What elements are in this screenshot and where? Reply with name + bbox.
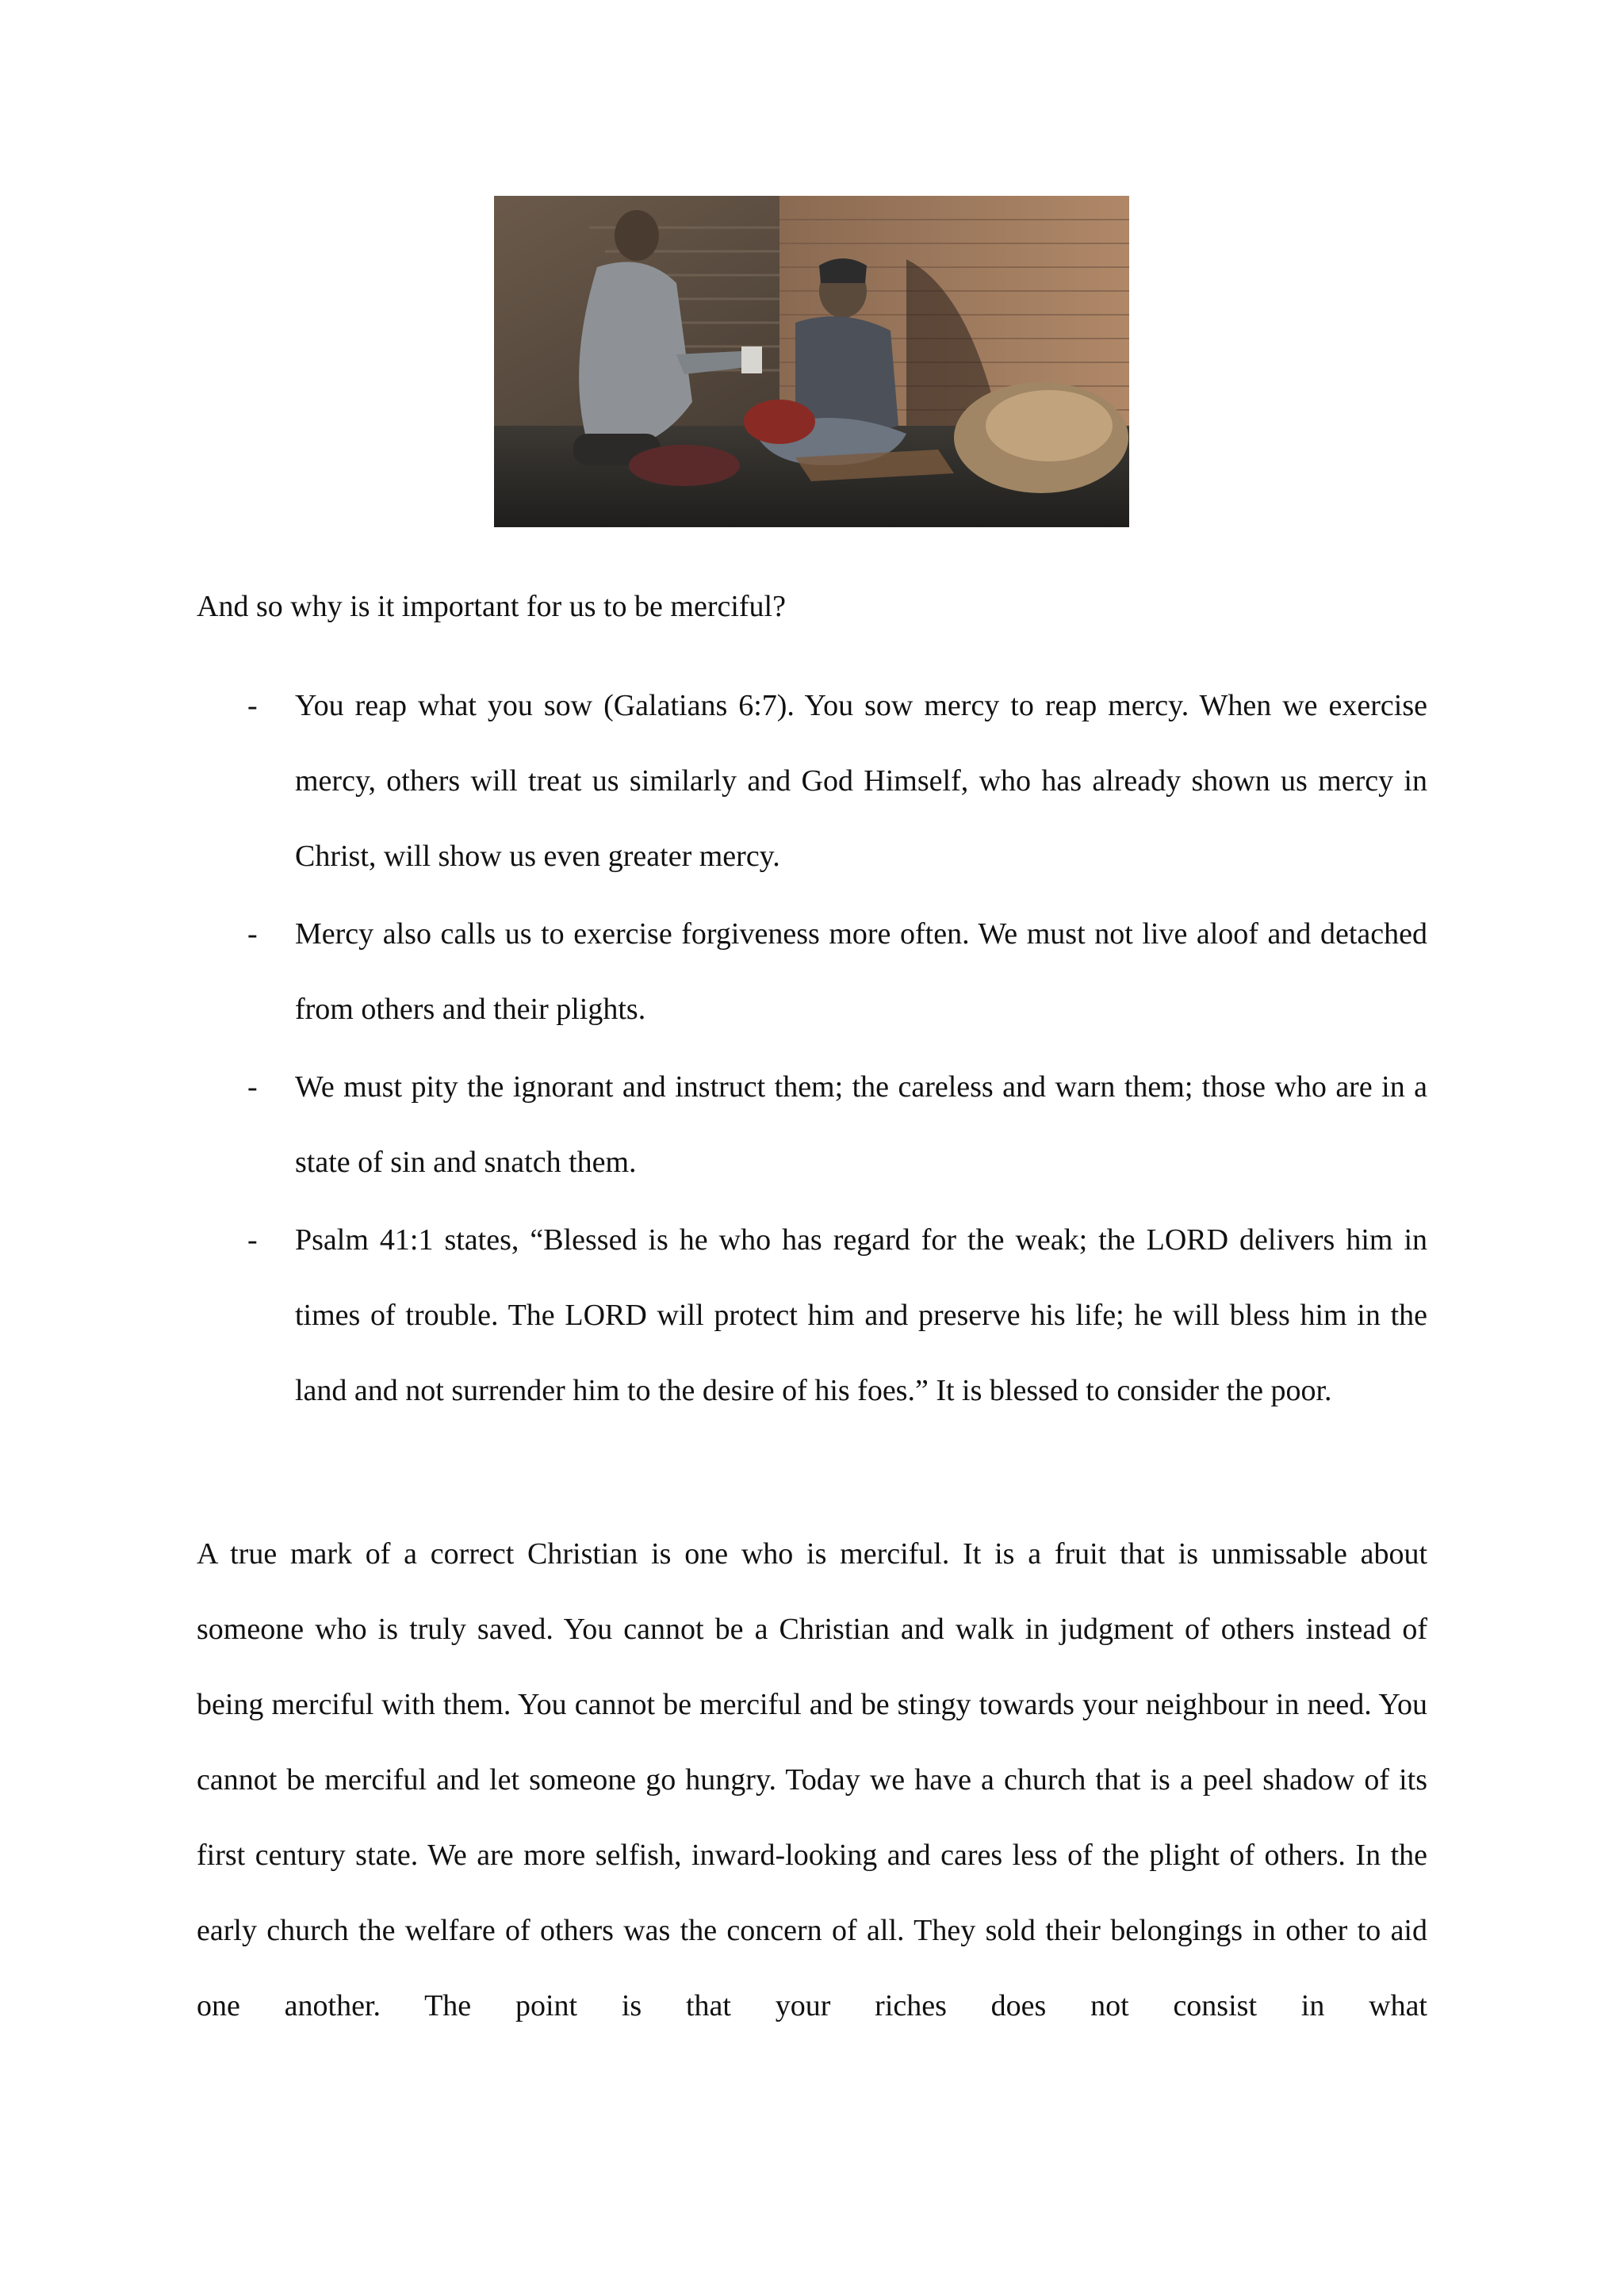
bullet-dash: - [247,689,258,722]
list-item-text: Psalm 41:1 states, “Blessed is he who has regard for the weak; the LORD delivers him in times of trouble. The LORD will protect him and preserve his life; he will bless him in the land and not surrender him to the desire of his foes.” It is blessed to consider the poor. [295,1223,1427,1407]
list-item [197,1203,1427,1429]
list-item [197,668,1427,894]
list-item [197,1050,1427,1200]
photo-illustration [494,196,1129,527]
list-item-text: We must pity the ignorant and instruct them; the careless and warn them; those who are in a state of sin and snatch them. [295,1070,1427,1179]
homeless-help-photo [494,196,1129,527]
bullet-dash: - [247,1223,258,1257]
list-item [197,897,1427,1047]
bullet-dash: - [247,917,258,951]
list-item-text: Mercy also calls us to exercise forgiveness more often. We must not live aloof and detached from others and their plights. [295,917,1427,1026]
body-paragraph: A true mark of a correct Christian is one who is merciful. It is a fruit that is unmissable about someone who is truly saved. You cannot be a Christian and walk in judgment of others instead of being merciful with them. You cannot be merciful and be stingy towards your neighbour in need. You cannot be merciful and let someone go hungry. Today we have a church that is a peel shadow of its first century state. We are more selfish, inward-looking and cares less of the plight of others. In the early church the welfare of others was the concern of all. They sold their belongings in other to aid one another. The point is that your riches does not consist in what [197,1537,1427,2022]
list-item-text: You reap what you sow (Galatians 6:7). You sow mercy to reap mercy. When we exercise mercy, others will treat us similarly and God Himself, who has already shown us mercy in Christ, will show us even greater mercy. [295,689,1427,873]
reasons-list [197,668,1427,1431]
bullet-dash: - [247,1070,258,1104]
intro-question: And so why is it important for us to be merciful? [197,590,786,623]
